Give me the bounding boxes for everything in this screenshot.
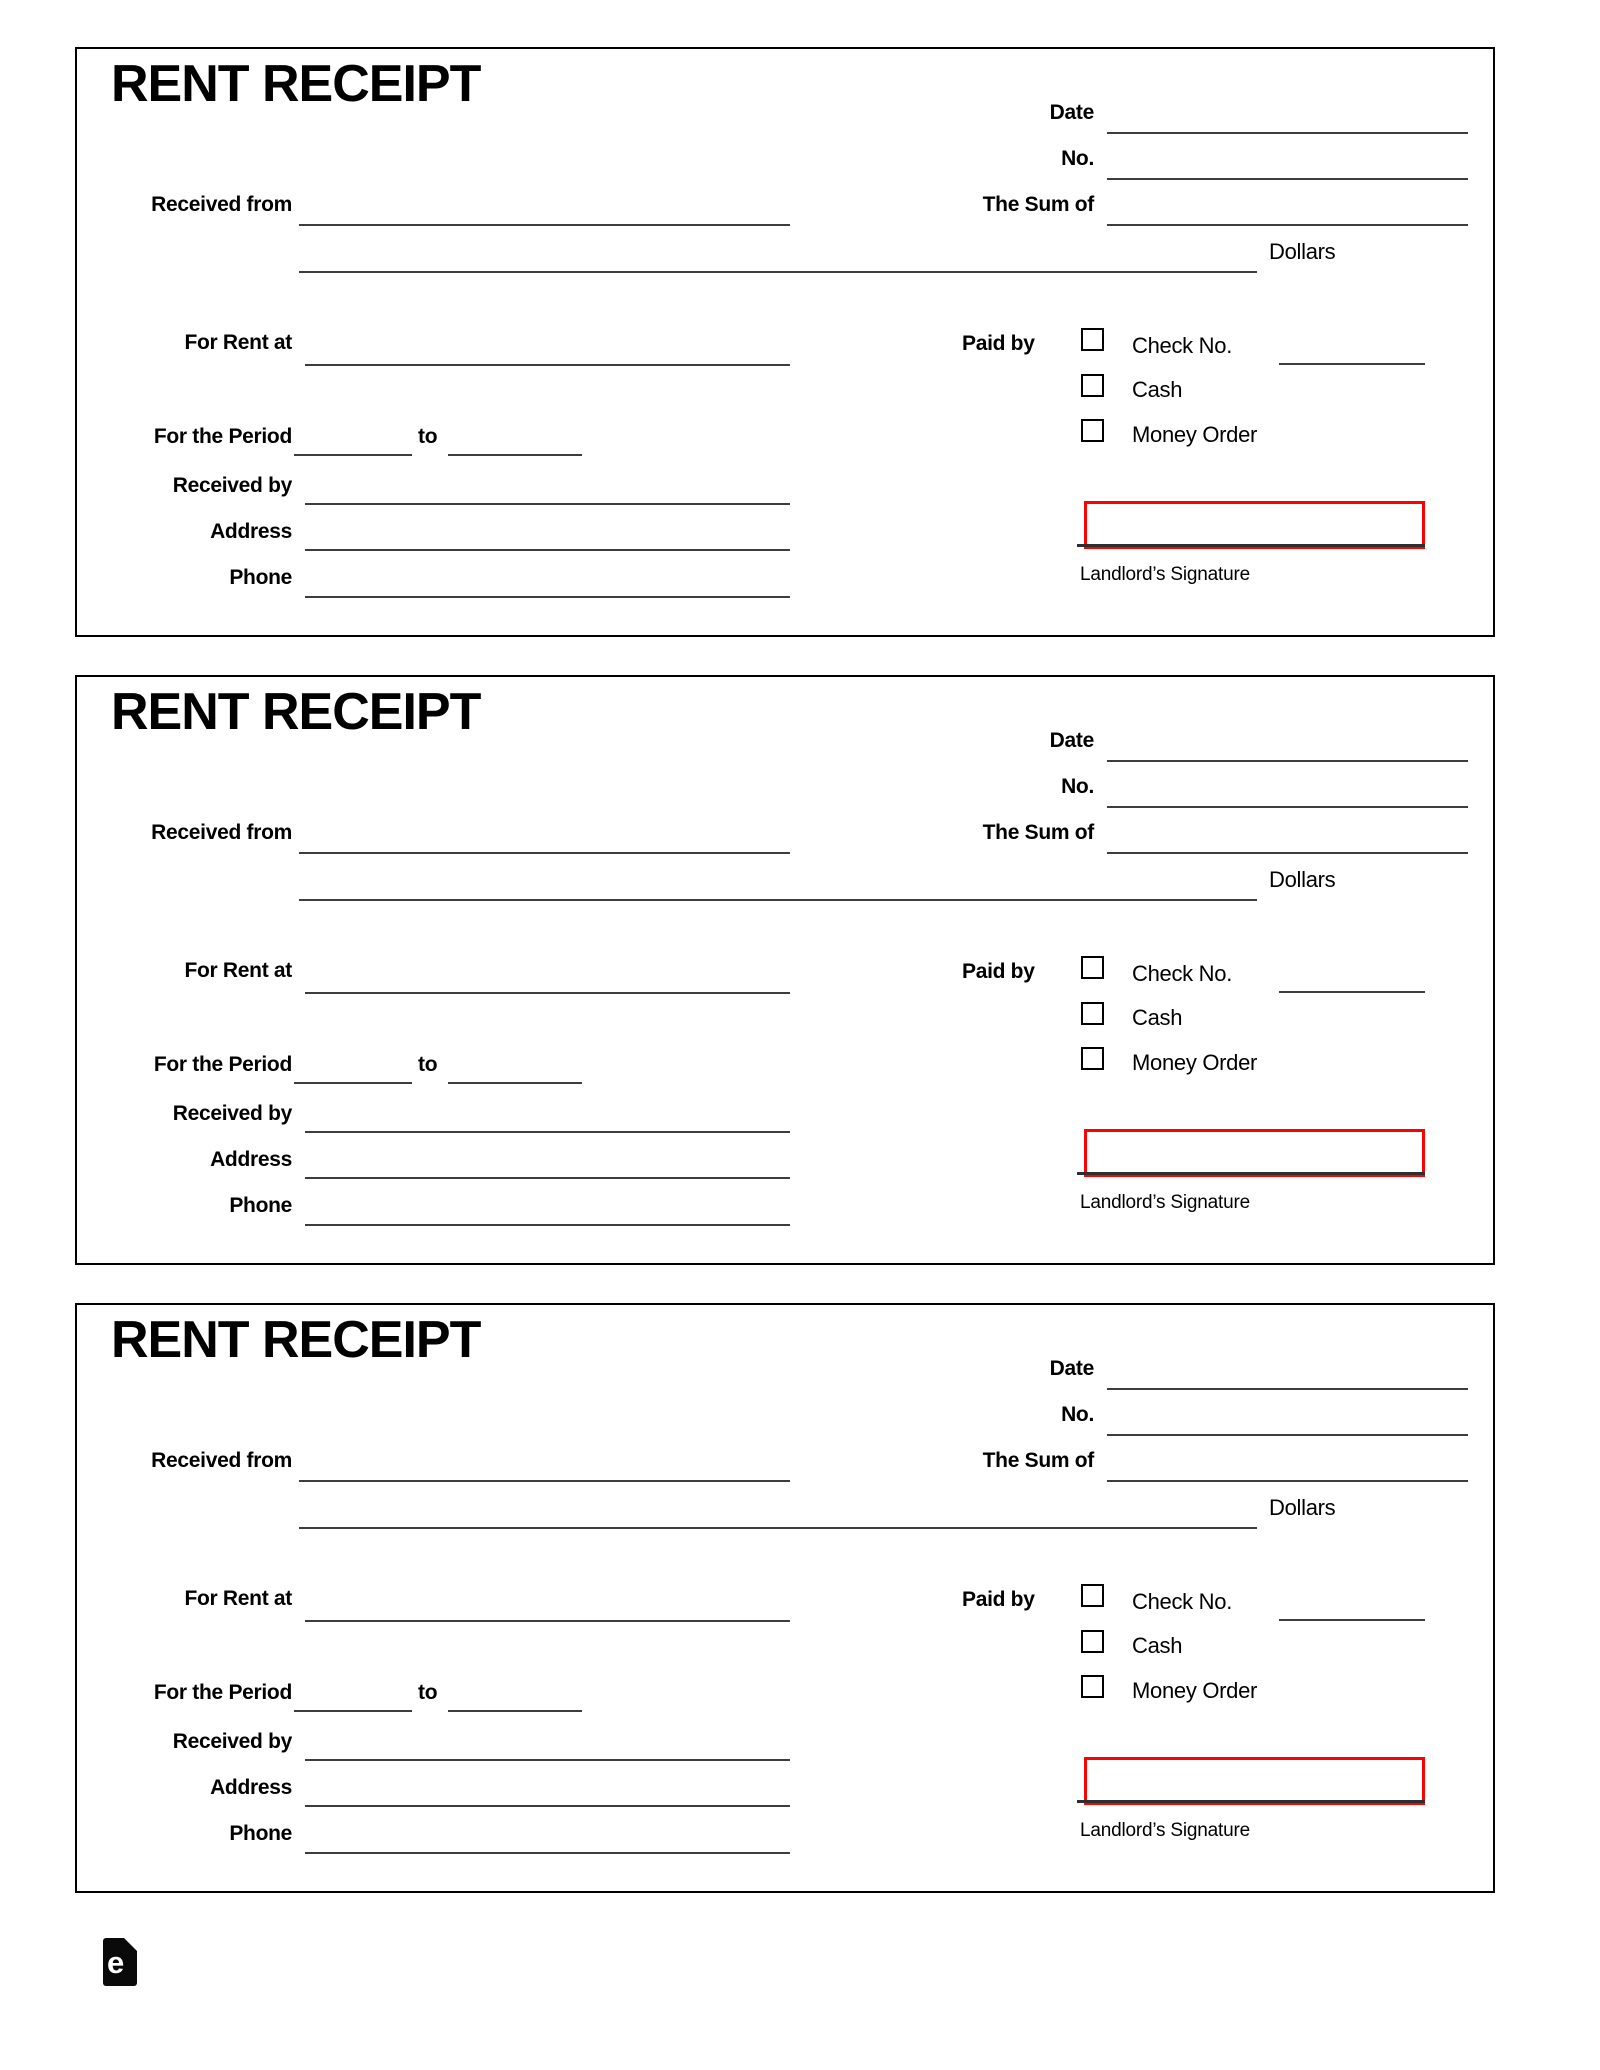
receipt-number-label: No. (1061, 147, 1094, 170)
received-from-field-line[interactable] (299, 224, 790, 226)
for-rent-at-label: For Rent at (184, 959, 292, 982)
check-payment-checkbox[interactable] (1081, 956, 1104, 979)
check-number-field-line[interactable] (1279, 1619, 1425, 1621)
for-the-period-label: For the Period (153, 425, 292, 448)
received-from-label: Received from (151, 193, 292, 216)
date-label: Date (1049, 729, 1094, 752)
money-order-payment-checkbox[interactable] (1081, 419, 1104, 442)
period-from-field-line[interactable] (294, 1710, 412, 1712)
received-by-label: Received by (172, 474, 292, 497)
landlord-signature-line (1077, 544, 1425, 547)
money-order-label: Money Order (1132, 1678, 1258, 1703)
for-the-period-label: For the Period (153, 1053, 292, 1076)
phone-label: Phone (229, 1822, 292, 1845)
landlords-signature-label: Landlord’s Signature (1080, 1820, 1250, 1841)
landlord-signature-line (1077, 1800, 1425, 1803)
date-field-line[interactable] (1107, 760, 1468, 762)
check-no-label: Check No. (1132, 961, 1233, 986)
check-no-label: Check No. (1132, 333, 1233, 358)
received-from-field-line[interactable] (299, 852, 790, 854)
dollars-label: Dollars (1269, 867, 1336, 892)
for-rent-at-field-line[interactable] (305, 992, 790, 994)
for-rent-at-field-line[interactable] (305, 364, 790, 366)
address-label: Address (210, 1776, 292, 1799)
check-payment-checkbox[interactable] (1081, 1584, 1104, 1607)
receipt-number-field-line[interactable] (1107, 178, 1468, 180)
period-from-field-line[interactable] (294, 454, 412, 456)
landlord-signature-box[interactable] (1084, 501, 1425, 549)
check-number-field-line[interactable] (1279, 991, 1425, 993)
money-order-payment-checkbox[interactable] (1081, 1047, 1104, 1070)
paid-by-label: Paid by (962, 1588, 1035, 1611)
period-to-field-line[interactable] (448, 454, 582, 456)
for-rent-at-field-line[interactable] (305, 1620, 790, 1622)
logo-folded-corner-icon (124, 1938, 137, 1951)
received-from-label: Received from (151, 1449, 292, 1472)
check-payment-checkbox[interactable] (1081, 328, 1104, 351)
phone-field-line[interactable] (305, 1852, 790, 1854)
logo-letter: e (107, 1945, 125, 1980)
receipt-number-field-line[interactable] (1107, 806, 1468, 808)
sum-amount-field-line[interactable] (1107, 852, 1468, 854)
period-to-label: to (418, 1681, 438, 1704)
date-field-line[interactable] (1107, 1388, 1468, 1390)
landlords-signature-label: Landlord’s Signature (1080, 1192, 1250, 1213)
amount-in-words-field-line[interactable] (299, 899, 1257, 901)
address-field-line[interactable] (305, 549, 790, 551)
date-field-line[interactable] (1107, 132, 1468, 134)
phone-field-line[interactable] (305, 1224, 790, 1226)
money-order-payment-checkbox[interactable] (1081, 1675, 1104, 1698)
sum-amount-field-line[interactable] (1107, 224, 1468, 226)
check-number-field-line[interactable] (1279, 363, 1425, 365)
amount-in-words-field-line[interactable] (299, 271, 1257, 273)
phone-label: Phone (229, 1194, 292, 1217)
received-from-label: Received from (151, 821, 292, 844)
cash-label: Cash (1132, 1633, 1183, 1658)
receipts-container (0, 47, 1495, 1931)
cash-payment-checkbox[interactable] (1081, 374, 1104, 397)
landlord-signature-box[interactable] (1084, 1757, 1425, 1805)
received-by-label: Received by (172, 1102, 292, 1125)
period-to-label: to (418, 1053, 438, 1076)
money-order-label: Money Order (1132, 422, 1258, 447)
receipt-number-label: No. (1061, 775, 1094, 798)
cash-payment-checkbox[interactable] (1081, 1002, 1104, 1025)
money-order-label: Money Order (1132, 1050, 1258, 1075)
the-sum-of-label: The Sum of (982, 821, 1094, 844)
receipt-title: RENT RECEIPT (111, 1311, 481, 1369)
receipt-block (75, 675, 1495, 1265)
the-sum-of-label: The Sum of (982, 1449, 1094, 1472)
for-the-period-label: For the Period (153, 1681, 292, 1704)
receipt-block (75, 1303, 1495, 1893)
eforms-document-logo (103, 1938, 137, 1986)
landlord-signature-line (1077, 1172, 1425, 1175)
address-field-line[interactable] (305, 1177, 790, 1179)
cash-label: Cash (1132, 377, 1183, 402)
sum-amount-field-line[interactable] (1107, 1480, 1468, 1482)
date-label: Date (1049, 1357, 1094, 1380)
paid-by-label: Paid by (962, 960, 1035, 983)
phone-field-line[interactable] (305, 596, 790, 598)
period-from-field-line[interactable] (294, 1082, 412, 1084)
address-field-line[interactable] (305, 1805, 790, 1807)
dollars-label: Dollars (1269, 1495, 1336, 1520)
period-to-field-line[interactable] (448, 1082, 582, 1084)
receipt-title: RENT RECEIPT (111, 683, 481, 741)
paid-by-label: Paid by (962, 332, 1035, 355)
receipt-number-label: No. (1061, 1403, 1094, 1426)
landlord-signature-box[interactable] (1084, 1129, 1425, 1177)
received-by-field-line[interactable] (305, 503, 790, 505)
address-label: Address (210, 520, 292, 543)
check-no-label: Check No. (1132, 1589, 1233, 1614)
received-from-field-line[interactable] (299, 1480, 790, 1482)
dollars-label: Dollars (1269, 239, 1336, 264)
for-rent-at-label: For Rent at (184, 331, 292, 354)
receipt-title: RENT RECEIPT (111, 55, 481, 113)
the-sum-of-label: The Sum of (982, 193, 1094, 216)
for-rent-at-label: For Rent at (184, 1587, 292, 1610)
date-label: Date (1049, 101, 1094, 124)
cash-label: Cash (1132, 1005, 1183, 1030)
receipt-number-field-line[interactable] (1107, 1434, 1468, 1436)
receipt-block (75, 47, 1495, 637)
address-label: Address (210, 1148, 292, 1171)
amount-in-words-field-line[interactable] (299, 1527, 1257, 1529)
period-to-field-line[interactable] (448, 1710, 582, 1712)
received-by-field-line[interactable] (305, 1131, 790, 1133)
period-to-label: to (418, 425, 438, 448)
landlords-signature-label: Landlord’s Signature (1080, 564, 1250, 585)
received-by-label: Received by (172, 1730, 292, 1753)
received-by-field-line[interactable] (305, 1759, 790, 1761)
cash-payment-checkbox[interactable] (1081, 1630, 1104, 1653)
phone-label: Phone (229, 566, 292, 589)
